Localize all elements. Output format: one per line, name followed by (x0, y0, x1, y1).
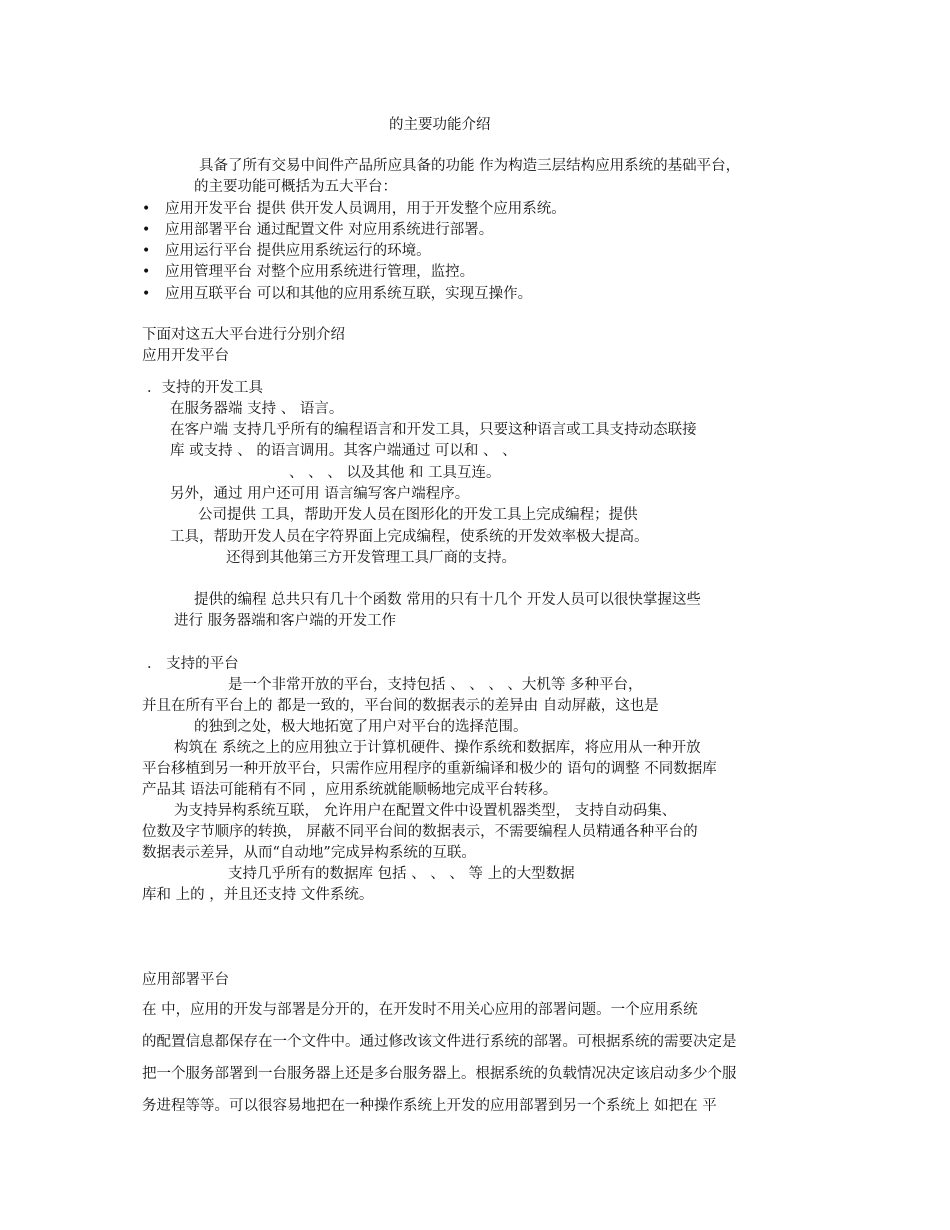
bullet-dot: • (142, 222, 151, 238)
list-item: 应用运行平台 提供应用系统运行的环境。 (165, 243, 431, 259)
paragraph-line: 在服务器端 支持 、 语言。 (170, 401, 344, 417)
paragraph-line: 提供的编程 总共只有几十个函数 常用的只有十几个 开发人员可以很快掌握这些 (194, 592, 701, 608)
paragraph-line: 工具，帮助开发人员在字符界面上完成编程，使系统的开发效率极大提高。 (170, 529, 649, 545)
paragraph-line: 支持几乎所有的数据库 包括 、 、 、 等 上的大型数据 (228, 866, 575, 882)
overview-line: 下面对这五大平台进行分别介绍 (142, 327, 345, 343)
paragraph-line: 在 中，应用的开发与部署是分开的，在开发时不用关心应用的部署问题。一个应用系统 (142, 1002, 698, 1018)
bullet-dot: • (142, 264, 151, 280)
bullet-dot: • (142, 243, 151, 259)
section-heading-deploy: 应用部署平台 (142, 972, 229, 988)
paragraph-line: 是一个非常开放的平台，支持包括 、 、 、 、大机等 多种平台， (228, 677, 643, 693)
paragraph-line: 把一个服务部署到一台服务器上还是多台服务器上。根据系统的负载情况决定该启动多少个服 (142, 1066, 737, 1082)
bullet-dot: • (142, 286, 151, 302)
paragraph-line: 务进程等等。可以很容易地把在一种操作系统上开发的应用部署到另一个系统上 如把在 平 (142, 1098, 717, 1114)
paragraph-line: 并且在所有平台上的 都是一致的，平台间的数据表示的差异由 自动屏蔽，这也是 (142, 698, 659, 714)
subheading-tools: ．支持的开发工具 (147, 380, 263, 396)
paragraph-line: 位数及字节顺序的转换， 屏蔽不同平台间的数据表示，不需要编程人员精通各种平台的 (142, 824, 698, 840)
paragraph-line: 、 、 、 以及其他 和 工具互连。 (289, 465, 501, 481)
paragraph-line: 在客户端 支持几乎所有的编程语言和开发工具，只要这种语言或工具支持动态联接 (170, 422, 697, 438)
paragraph-line: 公司提供 工具，帮助开发人员在图形化的开发工具上完成编程；提供 (198, 507, 638, 523)
paragraph-line: 数据表示差异，从而“自动地”完成异构系统的互联。 (142, 845, 476, 861)
paragraph-line: 的配置信息都保存在一个文件中。通过修改该文件进行系统的部署。可根据系统的需要决定是 (142, 1034, 737, 1050)
paragraph-line: 产品其 语法可能稍有不同 ，应用系统就能顺畅地完成平台转移。 (142, 782, 558, 798)
paragraph-line: 构筑在 系统之上的应用独立于计算机硬件、操作系统和数据库，将应用从一种开放 (174, 740, 701, 756)
list-item: 应用开发平台 提供 供开发人员调用，用于开发整个应用系统。 (165, 201, 566, 217)
bullet-dot: • (142, 201, 151, 217)
doc-title: 的主要功能介绍 (389, 117, 491, 133)
paragraph-line: 库 或支持 、 的语言调用。其客户端通过 可以和 、 、 (170, 443, 517, 459)
paragraph-line: 进行 服务器端和客户端的开发工作 (174, 613, 397, 629)
section-heading-dev: 应用开发平台 (142, 348, 229, 364)
intro-line-2: 的主要功能可概括为五大平台： (194, 179, 397, 195)
list-item: 应用管理平台 对整个应用系统进行管理，监控。 (165, 264, 475, 280)
paragraph-line: 库和 上的 ，并且还支持 文件系统。 (142, 887, 374, 903)
paragraph-line: 的独到之处，极大地拓宽了用户对平台的选择范围。 (194, 719, 528, 735)
paragraph-line: 平台移植到另一种开放平台，只需作应用程序的重新编译和极少的 语句的调整 不同数据库 (142, 761, 717, 777)
paragraph-line: 另外，通过 用户还可用 语言编写客户端程序。 (170, 486, 470, 502)
paragraph-line: 为支持异构系统互联， 允许用户在配置文件中设置机器类型， 支持自动码集、 (174, 803, 677, 819)
paragraph-line: 还得到其他第三方开发管理工具厂商的支持。 (226, 550, 516, 566)
subheading-platforms: ． 支持的平台 (147, 656, 239, 672)
intro-line-1: 具备了所有交易中间件产品所应具备的功能 作为构造三层结构应用系统的基础平台， (199, 158, 741, 174)
list-item: 应用部署平台 通过配置文件 对应用系统进行部署。 (165, 222, 494, 238)
list-item: 应用互联平台 可以和其他的应用系统互联，实现互操作。 (165, 286, 533, 302)
